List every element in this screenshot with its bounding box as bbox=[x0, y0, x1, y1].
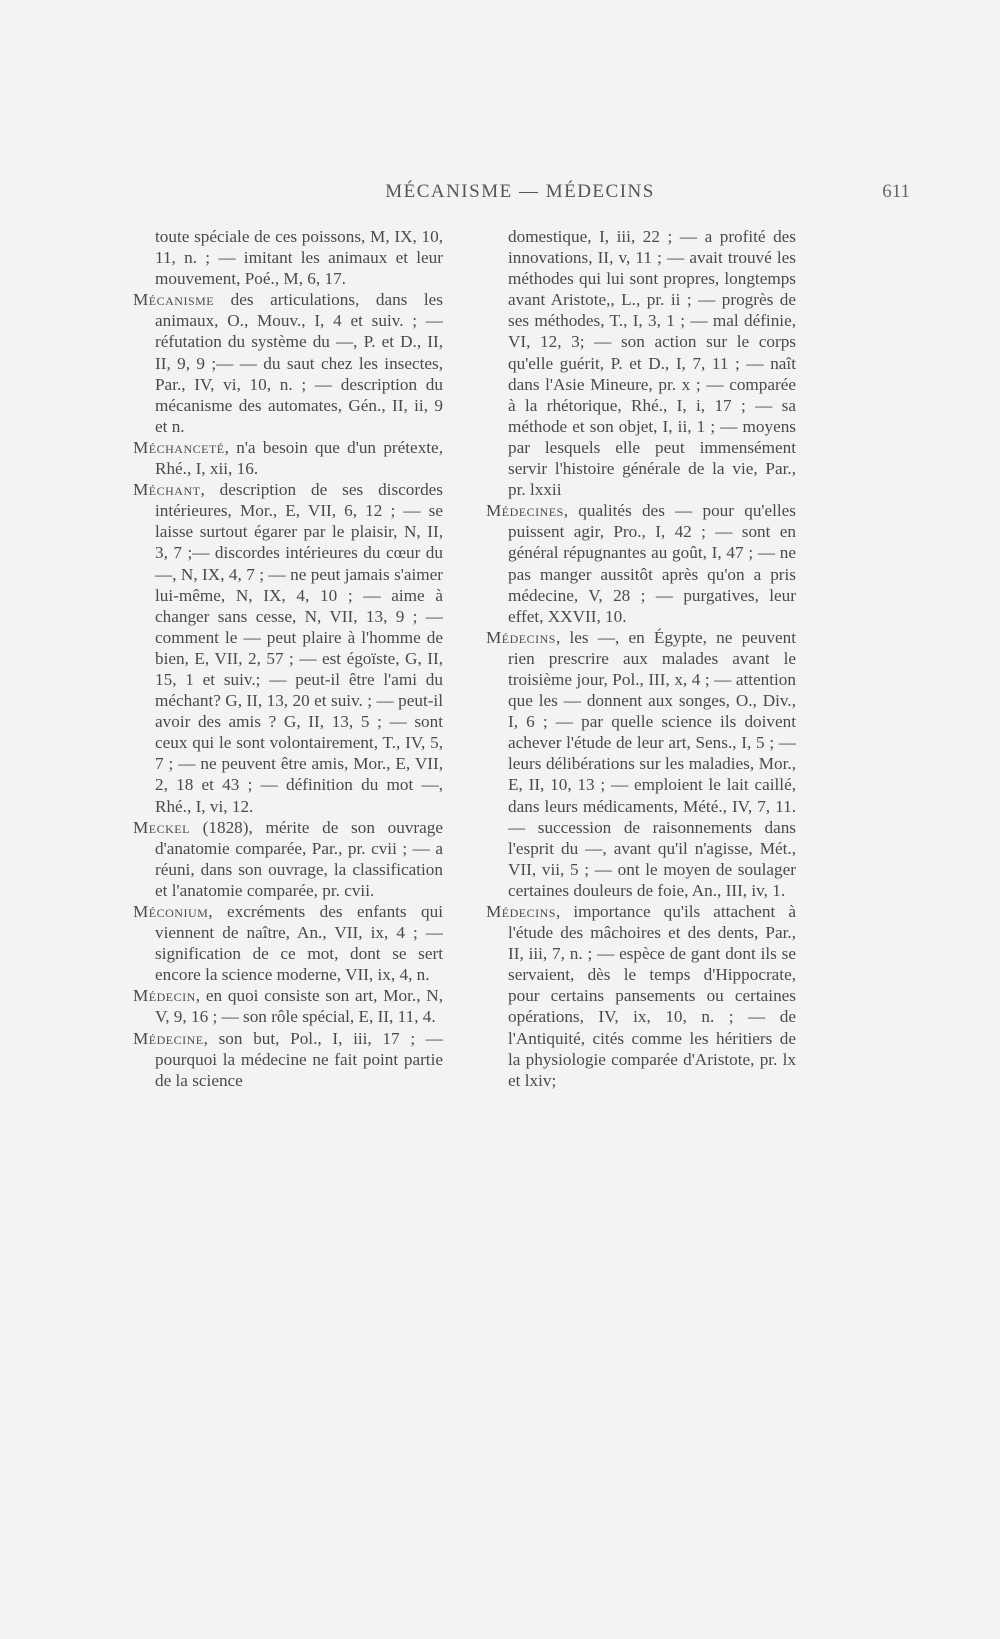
right-column bbox=[486, 226, 796, 1091]
left-column bbox=[133, 226, 443, 1091]
index-entry bbox=[133, 985, 443, 1027]
entry-text: toute spéciale de ces poissons, M, IX, 10, 11, n. ; — imitant les animaux et leur mouvement, Poé., M, 6, 17. bbox=[155, 227, 443, 289]
entry-text: (1828), mérite de son ouvrage d'anatomie comparée, Par., pr. cvii ; — a réuni, dans son ouvrage, la classification et l'anatomie comparée, pr. cvii. bbox=[155, 817, 443, 900]
entry-headword: Mécanisme bbox=[133, 290, 215, 310]
index-entry bbox=[486, 500, 796, 627]
entry-headword: Médecins bbox=[486, 902, 556, 921]
running-head-title: MÉCANISME — MÉDECINS bbox=[385, 181, 655, 202]
entry-text: , en quoi consiste son art, Mor., N, V, 9, 16 ; — son rôle spécial, E, II, 11, 4. bbox=[155, 986, 443, 1027]
entry-headword: Méchant bbox=[133, 480, 201, 500]
index-entry bbox=[133, 817, 443, 901]
entry-text: , importance qu'ils attachent à l'étude des mâchoires et des dents, Par., II, iii, 7, n. ; — espèce de gant dont ils se servaient, dès le temps d'Hippocrate, pour certains pansements ou certaines opérations, IV, ix, 10, n. ; — de l'Antiquité, cités comme les héritiers de la physiologie comparée d'Aristote, pr. lx et lxiv; bbox=[508, 902, 796, 1090]
index-entry bbox=[133, 1028, 443, 1091]
entry-text: domestique, I, iii, 22 ; — a profité des innovations, II, v, 11 ; — avait trouvé les méthodes qui lui sont propres, longtemps avant Aristote,, L., pr. ii ; — progrès de ses méthodes, T., I, 3, 1 ; — mal définie, VI, 12, 3; — son action sur le corps qu'elle guérit, P. et D., I, 7, 11 ; — naît dans l'Asie Mineure, pr. x ; — comparée à la rhétorique, Rhé., I, i, 17 ; — sa méthode et son objet, I, ii, 1 ; — moyens par lesquels elle peut immensément servir l'histoire générale de la vie, Par., pr. lxxii bbox=[508, 227, 796, 500]
running-head bbox=[130, 181, 910, 211]
entry-headword: Médecines bbox=[486, 501, 564, 521]
index-entry bbox=[133, 226, 443, 289]
index-entry bbox=[133, 901, 443, 985]
index-entry bbox=[486, 901, 796, 1091]
index-entry bbox=[486, 226, 796, 500]
entry-text: , les —, en Égypte, ne peuvent rien prescrire aux malades avant le troisième jour, Pol., III, x, 4 ; — attention que les — donnent aux songes, O., Div., I, 6 ; — par quelle science ils doivent achever l'étude de leur art, Sens., I, 5 ; — leurs délibérations sur les maladies, Mor., E, II, 10, 13 ; — emploient le lait caillé, dans leurs médicaments, Mété., IV, 7, 11. — succession de raisonnements dans l'esprit du —, avant qu'il n'agisse, Mét., VII, vii, 5 ; — ont le moyen de soulager certaines douleurs de foie, An., III, iv, 1. bbox=[508, 627, 796, 900]
entry-text: , n'a besoin que d'un prétexte, Rhé., I, xii, 16. bbox=[155, 437, 443, 479]
entry-text: des articulations, dans les animaux, O., Mouv., I, 4 et suiv. ; — réfutation du système du —, P. et D., II, II, 9, 9 ;— — du saut chez les insectes, Par., IV, vi, 10, n. ; — description du mécanisme des automates, Gén., II, ii, 9 et n. bbox=[155, 290, 443, 436]
entry-headword: Méchanceté bbox=[133, 437, 225, 457]
entry-headword: Médecins bbox=[486, 627, 556, 647]
entry-text: , qualités des — pour qu'elles puissent agir, Pro., I, 42 ; — sont en général répugnantes au goût, I, 47 ; — ne pas manger aussitôt après qu'on a pris médecine, V, 28 ; — purgatives, leur effet, XXVII, 10. bbox=[508, 501, 796, 626]
index-entry bbox=[486, 627, 796, 901]
entry-headword: Méconium bbox=[133, 902, 209, 921]
index-entry bbox=[133, 289, 443, 437]
index-entry bbox=[133, 479, 443, 817]
entry-text: , excréments des enfants qui viennent de naître, An., VII, ix, 4 ; — signification de ce mot, dont se sert encore la science moderne, VII, ix, 4, n. bbox=[155, 902, 443, 985]
entry-headword: Meckel bbox=[133, 817, 190, 837]
page-number: 611 bbox=[882, 181, 910, 202]
entry-text: , son but, Pol., I, iii, 17 ; — pourquoi la médecine ne fait point partie de la science bbox=[155, 1028, 443, 1090]
entry-headword: Médecin bbox=[133, 986, 196, 1006]
entry-text: , description de ses discordes intérieures, Mor., E, VII, 6, 12 ; — se laisse surtout égarer par le plaisir, N, II, 3, 7 ;— discordes intérieures du cœur du —, N, IX, 4, 7 ; — ne peut jamais s'aimer lui-même, N, IX, 4, 10 ; — aime à changer sans cesse, N, VII, 13, 9 ; — comment le — peut plaire à l'homme de bien, E, VII, 2, 57 ; — est égoïste, G, II, 15, 1 et suiv.; — peut-il être l'ami du méchant? G, II, 13, 20 et suiv. ; — peut-il avoir des amis ? G, II, 13, 5 ; — sont ceux qui le sont volontairement, T., IV, 5, 7 ; — ne peuvent être amis, Mor., E, VII, 2, 18 et 43 ; — définition du mot —, Rhé., I, vi, 12. bbox=[155, 480, 443, 816]
entry-headword: Médecine bbox=[133, 1028, 204, 1048]
index-entry bbox=[133, 437, 443, 479]
